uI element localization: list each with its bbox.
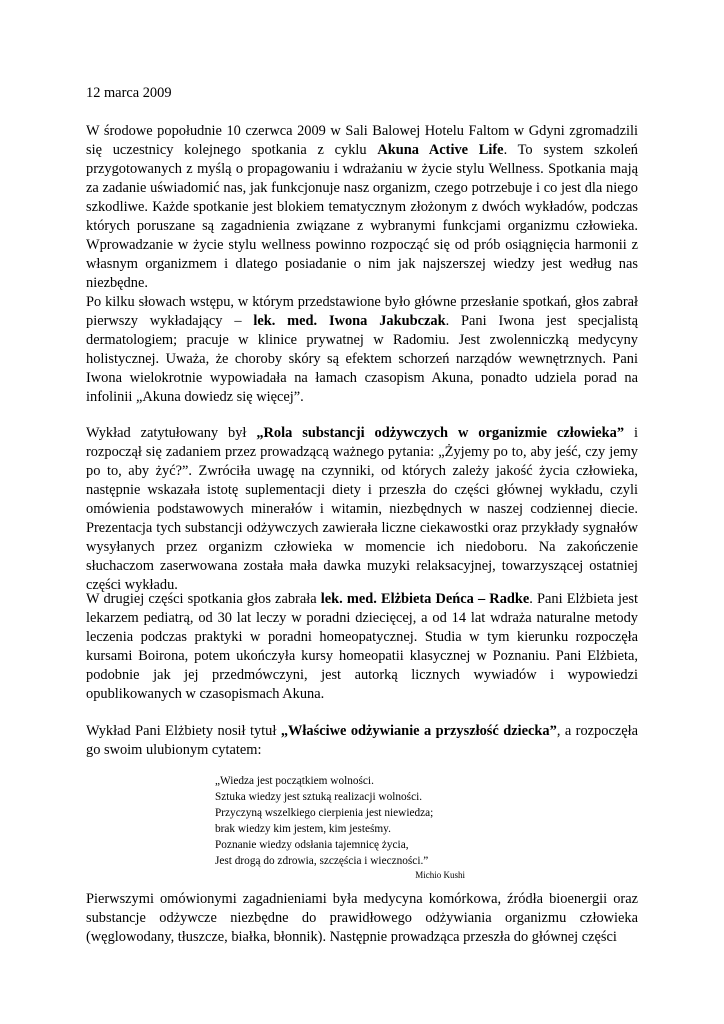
paragraph-text: . Pani Iwona jest specjalistą dermatologiem; pracuje w klinice prywatnej w Radomiu. Jest zwolenniczką medycyny holistycznej. Uważa, że choroby skóry są efektem schorzeń narządów wewnętrznych. Pani Iwona wielokrotnie wypowiadała na łamach czasopism Akuna, ponadto udziela porad na infolinii „Akuna dowiedz się więcej”.: [86, 313, 638, 405]
paragraph-text: . To system szkoleń przygotowanych z myślą o propagowaniu i wdrażaniu w życie stylu Wellness. Spotkania mają za zadanie uświadomić nas, jak funkcjonuje nasz organizm, czego potrzebuje i co jest dla niego szkodliwe. Każde spotkanie jest blokiem tematycznym złożonym z dwóch wykładów, podczas których poruszane są zagadnienia związane z wybranymi funkcjami organizmu człowieka. Wprowadzanie w życie stylu wellness powinno rozpocząć się od prób osiągnięcia harmonii z własnym organizmem i dlatego posiadanie o nim jak najszerszej wiedzy jest według nas niezbędne.: [86, 142, 639, 291]
quote-line: Jest drogą do zdrowia, szczęścia i wieczności.”: [215, 855, 429, 867]
paragraph-text: Pierwszymi omówionymi zagadnieniami była medycyna komórkowa, źródła bioenergii oraz substancje odżywcze niezbędne do prawidłowego odżywiania organizmu człowieka (węglowodany, tłuszcze, białka, błonnik). Następnie prowadząca przeszła do głównej części: [86, 891, 638, 945]
speaker-name: lek. med. Elżbieta Deńca – Radke: [320, 591, 530, 607]
paragraph-first-lecture: [86, 424, 638, 595]
quote-line: Przyczyną wszelkiego cierpienia jest niewiedza;: [215, 807, 434, 819]
speaker-name: lek. med. Iwona Jakubczak: [253, 313, 446, 329]
paragraph-text: . Pani Elżbieta jest lekarzem pediatrą, od 30 lat leczy w poradni dziecięcej, a od 14 lat wdraża naturalne metody leczenia podczas praktyki w poradni homeopatycznej. Studia w tym kierunku rozpoczęła kursami Boirona, potem ukończyła kursy homeopatii klasycznej w Poznaniu. Pani Elżbieta, podobnie jak jej przedmówczyni, jest autorką licznych wywiadów i wypowiedzi opublikowanych w czasopismach Akuna.: [86, 591, 638, 702]
paragraph-text: W środowe popołudnie 10 czerwca 2009 w Sali Balowej Hotelu Faltom w Gdyni zgromadzili się uczestnicy kolejnego spotkania z cyklu: [86, 123, 638, 158]
paragraph-text: Wykład zatytułowany był: [86, 425, 257, 441]
quote-author: Michio Kushi: [415, 870, 465, 880]
paragraph-second-speaker: [86, 590, 638, 704]
quote-block: [215, 773, 465, 881]
document-date: 12 marca 2009: [86, 85, 172, 101]
event-series-name: Akuna Active Life: [377, 142, 504, 158]
paragraph-first-speaker: [86, 293, 638, 407]
paragraph-text: W drugiej części spotkania głos zabrała: [86, 591, 321, 607]
paragraph-text: Wykład Pani Elżbiety nosił tytuł: [86, 723, 281, 739]
quote-line: Poznanie wiedzy odsłania tajemnicę życia,: [215, 839, 409, 851]
quote-line: brak wiedzy kim jestem, kim jesteśmy.: [215, 823, 391, 835]
paragraph-text: Po kilku słowach wstępu, w którym przedstawione było główne przesłanie spotkań, głos zabrał pierwszy wykładający –: [86, 294, 638, 329]
lecture-title: „Właściwe odżywianie a przyszłość dziecka”: [280, 723, 557, 739]
paragraph-lecture-topics: [86, 890, 638, 947]
paragraph-second-lecture: [86, 722, 638, 760]
paragraph-text: i rozpoczął się zadaniem przez prowadzącą ważnego pytania: „Żyjemy po to, aby jeść, czy jemy po to, aby żyć?”. Zwróciła uwagę na czynniki, od których zależy jakość życia człowieka, następnie wskazała istotę suplementacji diety i przeszła do części głównej wykładu, czyli omówienia podstawowych minerałów i witamin, niezbędnych w naszej codziennej diecie. Prezentacja tych substancji odżywczych zawierała liczne ciekawostki oraz przykłady sygnałów wysyłanych przez organizm człowieka w momencie ich niedoboru. Na zakończenie słuchaczom zaserwowana została mała dawka muzyki relaksacyjnej, towarzyszącej ostatniej części wykładu.: [86, 425, 638, 593]
paragraph-text: , a rozpoczęła go swoim ulubionym cytatem:: [86, 723, 638, 758]
lecture-title: „Rola substancji odżywczych w organizmie człowieka”: [256, 425, 625, 441]
quote-line: Sztuka wiedzy jest sztuką realizacji wolności.: [215, 791, 423, 803]
quote-line: „Wiedza jest początkiem wolności.: [215, 775, 374, 787]
paragraph-intro: [86, 122, 638, 293]
